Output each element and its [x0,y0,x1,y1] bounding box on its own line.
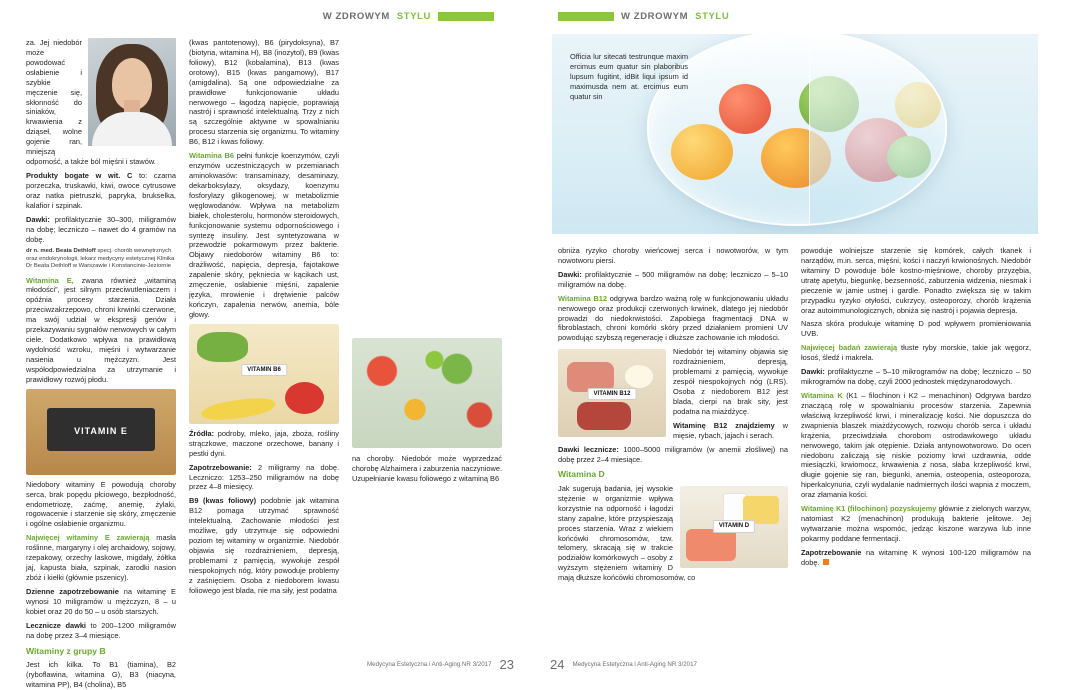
end-marker [823,559,829,565]
hero-caption: Officia lur sitecati testrunque maxim ercimus eum quatur sin plaboribus lupsum fugitint, idBit liqui ipsum id maximusda nem at. ercimus eum quatur sin [570,52,688,101]
vegetable-photo [352,338,502,448]
page-number: 24 [550,657,565,672]
paragraph: za. Jej niedobór może powodować osłabienie i szybkie męczenie się, skłonność do siniaków, krwawienia z dziąseł, wolne gojenie ran, mniejszą odporność, a także ból mięśni i stawów. [26,38,156,167]
salmon-shape [686,529,736,562]
banana-shape [200,395,277,423]
paragraph: w mięsie, rybach, jajach i serach. [673,420,788,440]
right-column-2 [801,246,1031,648]
left-column-3 [352,38,502,648]
vitamin-b12-label: VITAMIN B12 [588,388,637,400]
fruit-photo [189,324,339,424]
author-caption [26,248,176,270]
left-column-2 [189,38,339,648]
hero-capsule-image [552,34,1038,234]
heading-inline: Witamina B12 [558,293,608,303]
right-footer [550,657,697,672]
running-head-right [558,9,729,23]
paragraph: to 200–1200 miligramów na dobę przez 3–4 miesiące. [26,620,176,640]
heading-inline: Zapotrzebowanie: [189,462,252,472]
meat-shape [577,402,631,430]
apple-shape [285,382,324,414]
paragraph: podroby, mleko, jaja, zboża, rośliny strączkowe, maczone orzechowe, banany i pestki dyni. [189,428,339,458]
left-footer [367,657,514,672]
paragraph: 2 miligramy na dobę. Leczniczo: 1253–250 miligramów na dobę przez 4–8 miesięcy. [189,462,339,492]
vitamin-d-image [680,486,788,568]
heading-inline: Dzienne zapotrzebowanie [26,586,119,596]
heading-inline: Źródła: [189,428,215,438]
heading-inline: Witamina B6 [189,151,234,161]
paragraph: odgrywa bardzo ważną rolę w funkcjonowaniu układu nerwowego oraz produkcji czerwonych krwinek, dlatego jej niedobór prowadzi do niedokrwistości. Zapobiega fragmentacji DNA w fibroblastach, chroni komórki skóry przed działaniem promieni UV powodując szybszą regenerację i dłuższe zachowanie ich młodości. [558,293,788,343]
running-head-word1: W ZDROWYM [621,10,689,22]
paragraph: powoduje wolniejsze starzenie się komórek, całych tkanek i narządów, m.in. serca, mięśni, kości i naczyń krwionośnych. Niedobór witaminy D powoduje bóle kostno-mięśniowe, choroby przyzębia, utratę apetytu, biegunkę, bezsenność, zaburzenia widzenia, niesmak i pieczenie w jamie ustnej i gardle. Ponadto zwiększa się w takim przypadku ryzyko otyłości, cukrzycy, osteoporozy, chorób krążenia oraz autoimmunologicznych, obniża się nastrój i pojawia depresja. [801,246,1031,315]
paragraph: tłuste ryby morskie, takie jak węgorz, łosoś, śledź i makrela. [801,343,1031,363]
section-heading: Witamina D [558,469,605,480]
heading-inline: Najwięcej badań zawierają [801,343,898,353]
running-head-word1: W ZDROWYM [322,10,390,22]
paragraph: Nasza skóra produkuje witaminę D pod wpływem promieniowania UVB. [801,319,1031,339]
running-head-bar [438,12,494,21]
vitamin-b6-label: VITAMIN B6 [241,364,287,376]
paragraph: na choroby. Niedobór może wyprzedzać chorobę Alzhaimera i zaburzenia naczyniowe. Uzupełnianie kwasu foliowego z witaminą B6 [352,454,502,483]
paragraph: Niedobór tej witaminy objawia się rozdrażnieniem, depresją, problemami z pamięcią, wywołuje zespół niespokojnych nóg (LRS). Osoba z niedoborem B12 jest blada, cierpi na brak sity, jest podatna na miażdżycę. [673,347,788,416]
heading-inline: Witaminę B12 znajdziemy [673,420,775,430]
heading-inline: Lecznicze dawki [26,620,86,630]
vitamin-d-label: VITAMIN D [713,520,755,532]
protein-photo [558,349,666,437]
vitamin-b6-image [189,324,339,424]
author-credentials: specj. chorób wewnętrznych oraz endokrynologii, lekarz medycyny estetycznej Klinika Dr Beata Dethloff w Warszawie i Konstancinie-Jeziornie [26,248,175,270]
left-column-1 [26,38,177,689]
running-head-left [323,9,494,23]
paragraph: na witaminę E wynosi 10 miligramów u mężczyzn, 8 – u kobiet oraz 20 do 50 – u osób starszych. [26,586,176,616]
running-head-word2: STYLU [695,10,730,22]
paragraph: 1000–5000 miligramów (w anemii złośliwej) na dobę przez 2–4 miesiące. [558,444,788,464]
author-portrait-photo [88,38,176,146]
page-number: 23 [499,657,514,672]
paragraph: pełni funkcje koenzymów, czyli enzymów uczestniczących w przemianach aminokwasów: transaminazy, desaminazy, dekarboksylazy, oksydazy, koenzymu fosforylazy glikogenowej, w metabolizmie węglowodanów. Wpływa na metabolizm białek, cholesterolu, hormonów steroidowych, funkcjonowanie systemu odpornościowego i syntezę insuliny. Jest syntetyzowana w przewodzie pokarmowym przez bakterie. Objawy niedoborów witaminy B6 to: drażliwość, napięcia, depresja, fajotakowe zapalenie skóry, pękniecia w kącikach ust, zmęczenie, osłabienie mięśni, zapalenie języka, mrowienie i drętwienie palców kończyn, zapalenia nerwów, anemia, bóle głowy. [189,151,339,319]
footer-text: Medycyna Estetyczna i Anti-Aging NR 3/2017 [572,661,697,668]
heading-inline: Witamina K [801,390,843,400]
heading-inline: Witaminę K1 (filochinon) pozyskujemy [801,504,937,514]
left-page [0,0,532,689]
paragraph: profilaktyczne – 5–10 mikrogramów na dobę; leczniczo – 50 mikrogramów na dobę, czyli 2000 jednostek międzynarodowych. [801,367,1031,387]
paragraph: głównie z zielonych warzyw, natomiast K2 (menachinon) produkują bakterie jelitowe. Jej wytwarzanie można wspomóc, jedząc kiszone warzywa lub inne pokarmy poddane fermentacji. [801,504,1031,543]
heading-inline: B9 (kwas foliowy) [189,496,257,506]
vegetable-shape [197,332,248,362]
paragraph: podobnie jak witamina B12 pomaga utrzymać sprawność intelektualną. Zachowanie młodości jest możliwe, gdy utrzymuje się odpowiedni poziom tej witaminy w organizmie. Niedobór objawia się rozdrażnieniem, depresją, problemami z pamięcią, wywołuje zespół niespokojnych nóg, który powoduje problemy z zaśnięciem. Osoba z niedoborem kwasu foliowego jest blada, nie ma siły, jest podatna [189,496,339,595]
paragraph: to: czarna porzeczka, truskawki, kiwi, owoce cytrusowe oraz natka pietruszki, papryka, brukselka, kalafior i szpinak. [26,170,176,210]
paragraph: zwana również „witaminą młodości”, jest silnym przeciwutleniaczem i opóźnia procesy starzenia. Działa przeciwzakrzepowo, chroni krwinki czerwone, ma swój udział w ekspresji genów i przekazywaniu sygnałów nerwowych w całym ciele. Dodatkowo wpływa na prawidłową wydolność wzroku, mięśni i wytwarzanie nasienia u mężczyzn. Jest współodpowiedzialna za utrzymanie i prawidłowy rozwój płodu. [26,275,177,384]
heading-inline: Dawki: [801,367,825,377]
right-columns [558,246,1039,648]
fish-shape [567,362,615,392]
heading-inline: Zapotrzebowanie [801,547,862,557]
vitamin-e-label: VITAMIN E [74,425,128,436]
right-column-1 [558,246,788,648]
paragraph: na witaminę K wynosi 100-120 miligramów na dobę. [801,547,1031,567]
section-heading: Witaminy z grupy B [26,645,106,656]
heading-inline: Dawki: [558,269,582,279]
heading-inline: Dawki: [26,214,50,224]
heading-inline: Najwięcej witaminy E zawierają [26,533,150,543]
running-head-bar [558,12,614,21]
paragraph: (K1 – filochinon i K2 – menachinon) Odgrywa bardzo znaczącą rolę w spowalnianiu procesów starzenia. Zapewnia właściwą krzepliwość krwi, i mineralizację kości. Nie dopuszcza do zwapnienia blaszek miażdżycowych, rozwoju chorób serca i układu krążenia, przeciwdziała chorobom ostrodawkowego układu nerwowego, takim jak otępienie. Działa antynowotworowo. Do ocen niedoboru zaliczają się niskie poziomy krwi uzdrawnia, odde miesiączki, krwiomocz, krwawienia z nosa, słaba krzepliwość krwi, długie gojenie się ran, biegunki, anemia, osteopenia, osteoporoza, hiperkalcynuria, czyli wydalanie nadmiernych ilości wapnia z moczem, oraz złamania kości. [801,390,1031,500]
vitamin-b12-image [558,349,666,437]
right-page [532,0,1065,682]
vegetables-image [352,338,502,448]
fruit-orange [671,124,733,180]
capsule-shape [647,34,947,226]
grain-photo [26,389,176,475]
paragraph: profilaktycznie – 500 miligramów na dobę; leczniczo – 5–10 miligramów na dobę. [558,269,788,289]
paragraph: Jak sugerują badania, jej wysokie stężenie w organizmie wpływa korzystnie na odporność i łagodzi stany zapalne, które przyspieszają proces starzenia. Wraz z wiekiem końcówki chromosomów, tzw. telomery, skracają się w trakcie podziałów komórkowych – osoby z wyższym stężeniem witaminy D mają dłuższe końcówki chromosomów, co [558,483,696,583]
capsule-cap [809,34,945,224]
paragraph: Jest ich kilka. To B1 (tiamina), B2 (ryboflawina, witamina G), B3 (niacyna, witamina PP), B4 (cholina), B5 [26,660,176,689]
paragraph: Niedobory witaminy E powodują choroby serca, brak popędu płciowego, bezpłodność, endometriozę, zaćmę, anemię, żylaki, rogowacenie i starzenie się skóry, zmęczenie i ogólne osłabienie organizmu. [26,479,176,529]
egg-shape [625,365,653,388]
heading-inline: Produkty bogate w wit. C [26,170,133,180]
vitamin-e-image [26,389,176,475]
fruit-tomato [719,84,771,134]
vitamin-d-photo [680,486,788,568]
footer-text: Medycyna Estetyczna i Anti-Aging NR 3/2017 [367,661,492,668]
heading-inline: Witamina E, [26,275,74,285]
paragraph: (kwas pantotenowy), B6 (pirydoksyna), B7 (biotyna, witamina H), B8 (inozytol), B9 (kwas foliowy), B12 (kobalamina), B13 (kwas orotowy), B15 (kwas pangamowy), B17 (amigdalina). Są one odpowiedzialne za prawidłowe funkcjonowanie układu nerwowego – łagodzą napięcie, poprawiają nastrój i sprawność intelektualną. Trzy z nich są szczególnie aktywne w spowalnianiu procesu starzenia się organizmu. To witaminy B6, B12 i kwas foliowy. [189,38,339,147]
paragraph: obniża ryzyko choroby wieńcowej serca i nowotworów, w tym nowotworu piersi. [558,246,788,265]
heading-inline: Dawki lecznicze: [558,444,619,454]
author-name: dr n. med. Beata Dethloff [26,248,96,255]
running-head-word2: STYLU [396,10,431,22]
paragraph: masła roślinne, margaryny i olej archaidowy, sojowy, rzepakowy, orzechy laskowe, migdały, żółtka jaj, kapusta biała, szpinak, zarodki nasion zbóż i kiełki (głównie pszenicy). [26,533,176,582]
paragraph: profilaktycznie 30–300, miligramów na dobę; leczniczo – nawet do 4 gramów na dobę. [26,214,176,244]
